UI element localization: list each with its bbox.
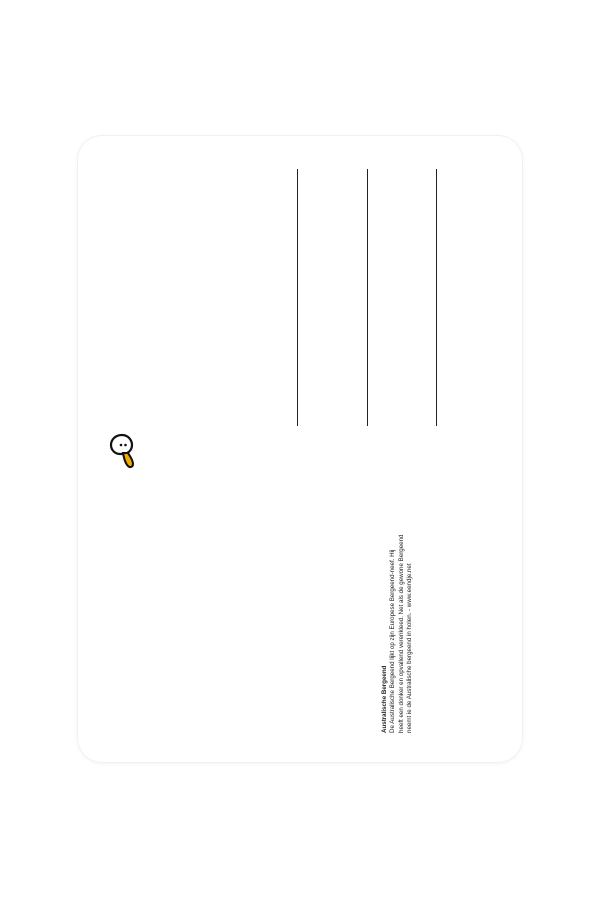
address-line [367, 169, 368, 426]
caption-block [381, 493, 429, 733]
caption-line: neemt ie de Australische bergeend in holen. - www.eendje.net [406, 563, 414, 733]
duck-head-icon [108, 432, 140, 470]
caption-title: Australische Bergeend [381, 665, 388, 733]
postcard-back [78, 136, 522, 762]
address-line [297, 169, 298, 426]
caption-line: De Australische Bergeend lijkt op zijn Europese Bergeend-neef. Hij [389, 549, 397, 733]
address-line [436, 169, 437, 426]
caption-line: heeft een donker en opvallend verenkleed. Net als de gewone Bergeend [397, 534, 405, 733]
